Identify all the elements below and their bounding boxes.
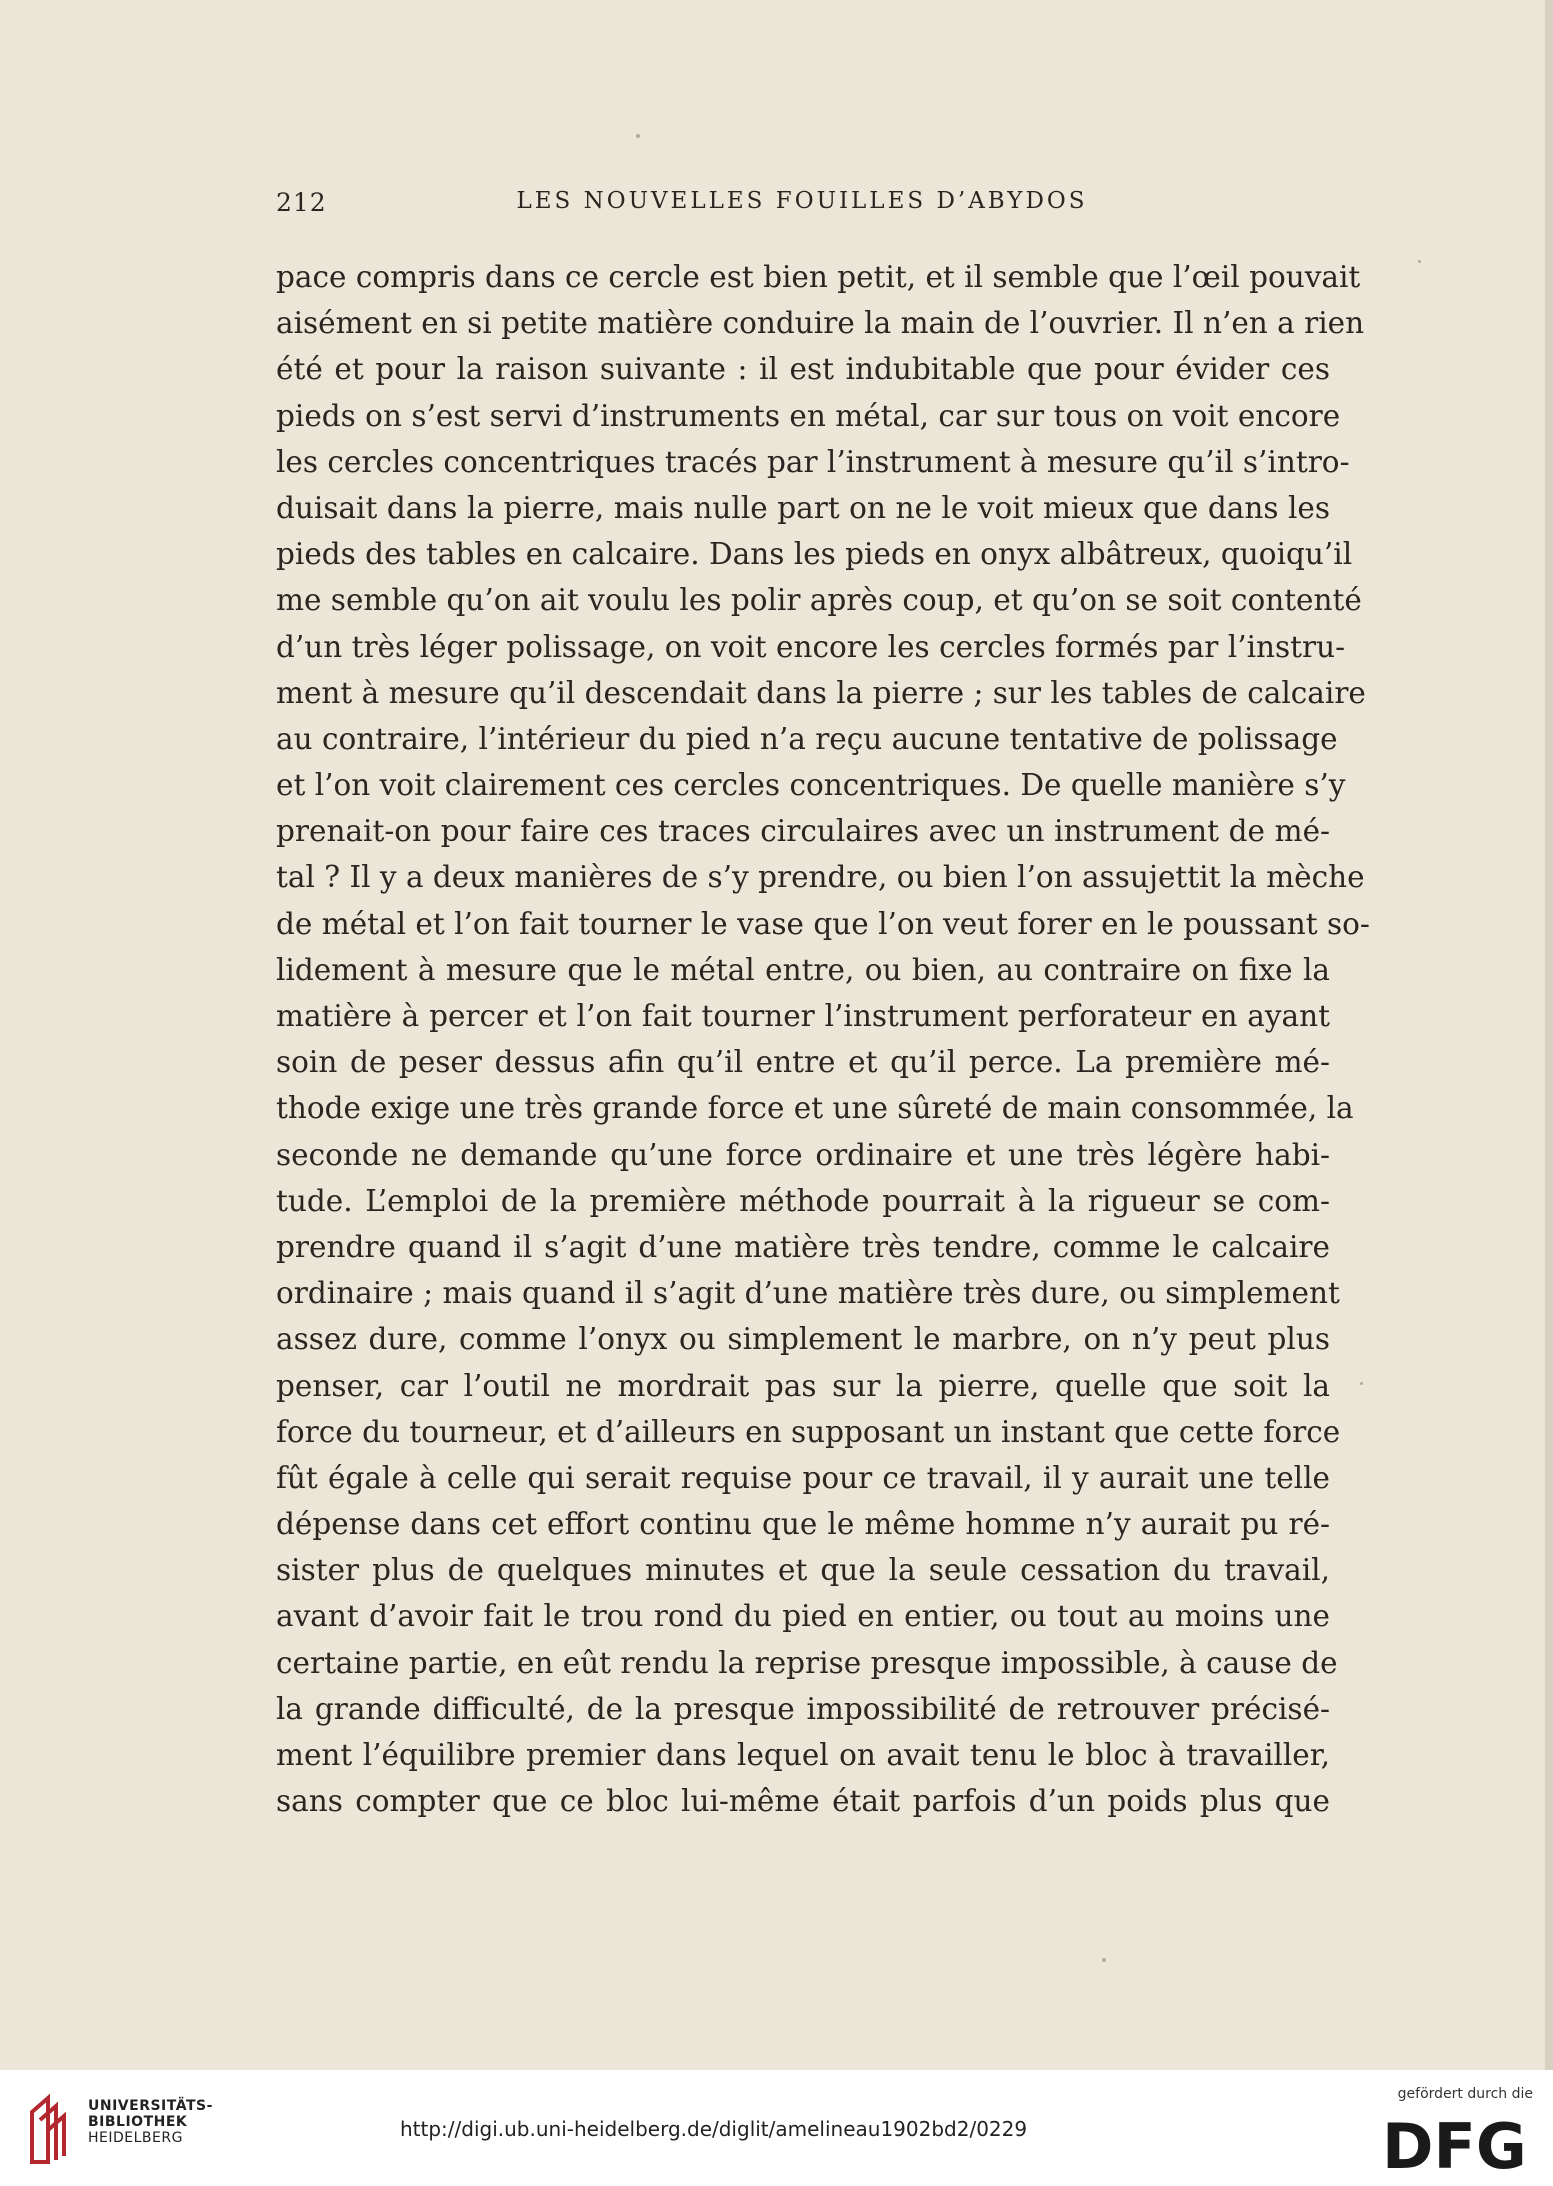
dfg-logo-icon bbox=[1380, 2114, 1535, 2172]
text-line: aisément en si petite matière conduire la main de l’ouvrier. Il n’en a rien bbox=[276, 306, 1365, 341]
text-line: thode exige une très grande force et une sûreté de main consommée, la bbox=[276, 1091, 1354, 1126]
digitization-footer bbox=[0, 2070, 1553, 2186]
text-line: ment à mesure qu’il descendait dans la pierre ; sur les tables de calcaire bbox=[276, 675, 1366, 710]
text-line: été et pour la raison suivante : il est indubitable que pour évider ces bbox=[276, 352, 1330, 387]
text-line: prendre quand il s’agit d’une matière très tendre, comme le calcaire bbox=[276, 1229, 1330, 1264]
paper-speck bbox=[1418, 260, 1421, 263]
text-line: dépense dans cet effort continu que le même homme n’y aurait pu ré- bbox=[276, 1507, 1330, 1542]
text-line: les cercles concentriques tracés par l’instrument à mesure qu’il s’intro- bbox=[276, 444, 1350, 479]
text-line: pieds on s’est servi d’instruments en métal, car sur tous on voit encore bbox=[276, 398, 1341, 433]
text-line: matière à percer et l’on fait tourner l’instrument perforateur en ayant bbox=[276, 999, 1330, 1033]
text-line: de métal et l’on fait tourner le vase que l’on veut forer en le poussant so- bbox=[276, 906, 1370, 941]
text-line: penser, car l’outil ne mordrait pas sur la pierre, quelle que soit la bbox=[276, 1368, 1330, 1403]
text-line: assez dure, comme l’onyx ou simplement le marbre, on n’y peut plus bbox=[276, 1322, 1330, 1357]
paper-speck bbox=[1102, 1958, 1106, 1962]
funded-by-label: gefördert durch die bbox=[1397, 2086, 1533, 2102]
running-title: LES NOUVELLES FOUILLES D’ABYDOS bbox=[516, 188, 1088, 214]
university-library-name bbox=[88, 2098, 213, 2146]
permalink-url[interactable]: http://digi.ub.uni-heidelberg.de/diglit/amelineau1902bd2/0229 bbox=[400, 2117, 1028, 2141]
text-line: me semble qu’on ait voulu les polir après coup, et qu’on se soit contenté bbox=[276, 583, 1362, 618]
paper-speck bbox=[1360, 1382, 1363, 1385]
university-library-logo-icon bbox=[18, 2090, 78, 2170]
text-line: fût égale à celle qui serait requise pour ce travail, il y aurait une telle bbox=[276, 1460, 1330, 1495]
page-edge bbox=[1545, 0, 1553, 2070]
paper-speck bbox=[636, 134, 640, 138]
library-name-line: UNIVERSITÄTS- bbox=[88, 2098, 213, 2114]
page-number: 212 bbox=[276, 188, 327, 217]
text-line: duisait dans la pierre, mais nulle part on ne le voit mieux que dans les bbox=[276, 490, 1330, 525]
text-line: avant d’avoir fait le trou rond du pied en entier, ou tout au moins une bbox=[276, 1599, 1330, 1634]
text-line: sister plus de quelques minutes et que la seule cessation du travail, bbox=[276, 1553, 1330, 1588]
text-line: ordinaire ; mais quand il s’agit d’une matière très dure, ou simplement bbox=[276, 1276, 1340, 1311]
text-line: force du tourneur, et d’ailleurs en supposant un instant que cette force bbox=[276, 1414, 1341, 1449]
text-line: pieds des tables en calcaire. Dans les pieds en onyx albâtreux, quoiqu’il bbox=[276, 537, 1353, 572]
text-line: d’un très léger polissage, on voit encore les cercles formés par l’instru- bbox=[276, 629, 1346, 664]
text-line: au contraire, l’intérieur du pied n’a reçu aucune tentative de polissage bbox=[276, 721, 1338, 756]
text-line: soin de peser dessus afin qu’il entre et qu’il perce. La première mé- bbox=[276, 1045, 1330, 1080]
text-line: la grande difficulté, de la presque impossibilité de retrouver précisé- bbox=[276, 1691, 1330, 1726]
text-line: tude. L’emploi de la première méthode pourrait à la rigueur se com- bbox=[276, 1183, 1330, 1218]
text-line: sans compter que ce bloc lui-même était parfois d’un poids plus que bbox=[276, 1784, 1330, 1819]
text-line: lidement à mesure que le métal entre, ou bien, au contraire on fixe la bbox=[276, 952, 1330, 987]
library-name-line: HEIDELBERG bbox=[88, 2130, 183, 2146]
text-line: prenait-on pour faire ces traces circulaires avec un instrument de mé- bbox=[276, 814, 1330, 849]
text-line: tal ? Il y a deux manières de s’y prendre, ou bien l’on assujettit la mèche bbox=[276, 860, 1365, 895]
dfg-logo-text: DFG bbox=[1382, 2114, 1527, 2172]
library-name-line: BIBLIOTHEK bbox=[88, 2114, 188, 2130]
text-line: pace compris dans ce cercle est bien petit, et il semble que l’œil pouvait bbox=[276, 260, 1361, 294]
text-line: et l’on voit clairement ces cercles concentriques. De quelle manière s’y bbox=[276, 768, 1346, 803]
running-head bbox=[276, 188, 1328, 228]
text-line: ment l’équilibre premier dans lequel on avait tenu le bloc à travailler, bbox=[276, 1738, 1330, 1772]
text-line: certaine partie, en eût rendu la reprise presque impossible, à cause de bbox=[276, 1645, 1338, 1680]
body-text bbox=[276, 254, 1370, 1824]
text-line: seconde ne demande qu’une force ordinaire et une très légère habi- bbox=[276, 1137, 1330, 1172]
